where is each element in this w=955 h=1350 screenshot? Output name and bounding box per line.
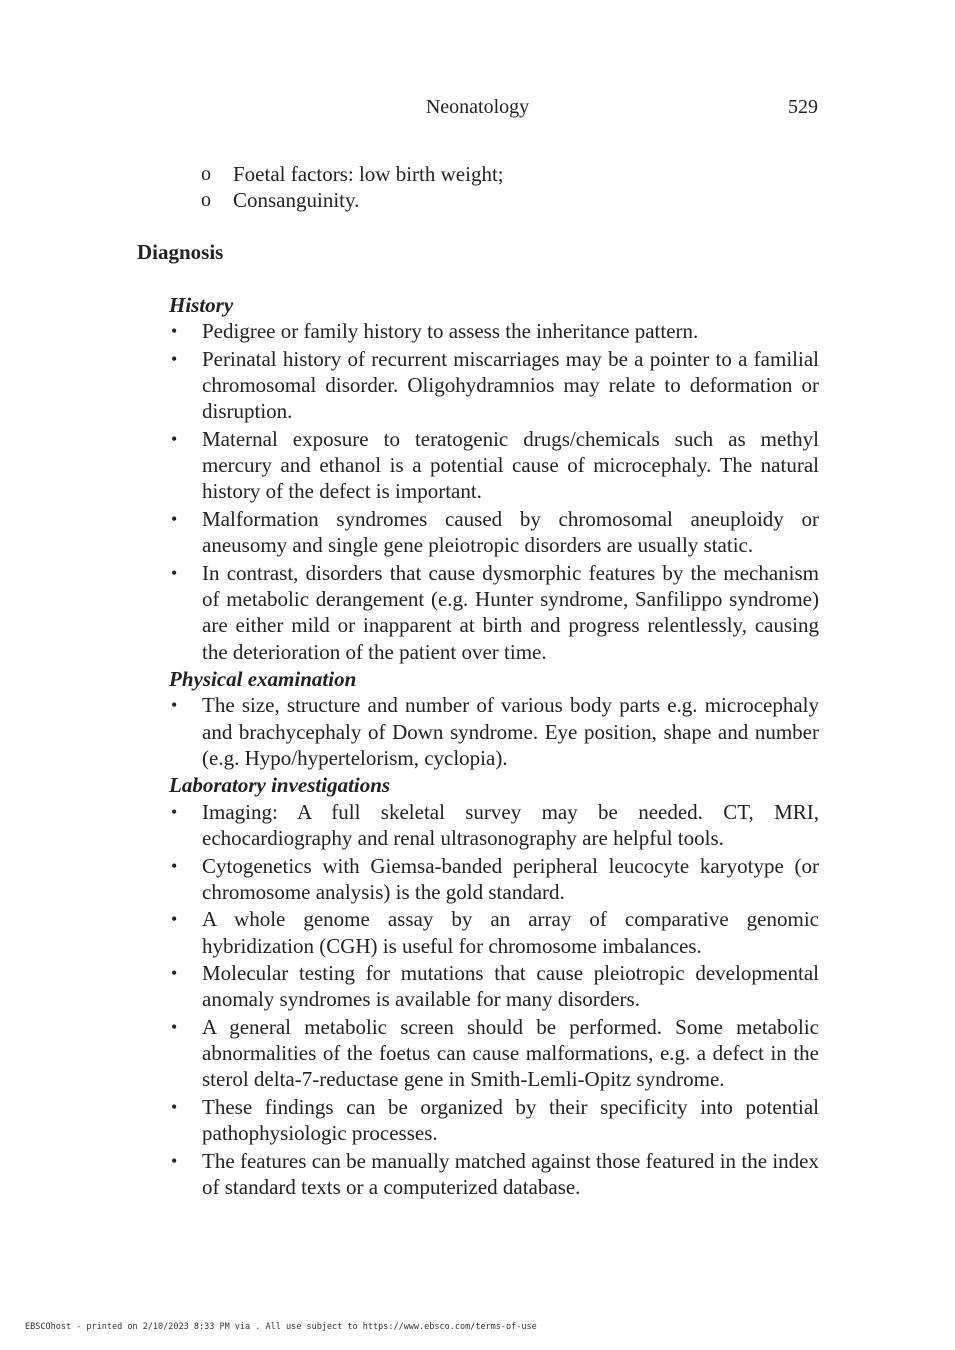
running-header	[0, 96, 955, 122]
list-item-text: In contrast, disorders that cause dysmorphic features by the mechanism of metabolic derangement (e.g. Hunter syndrome, Sanfilippo syndrome) are either mild or inapparent at birth and progress relentlessly, causing the deterioration of the patient over time.	[202, 560, 819, 664]
list-item-text: A whole genome assay by an array of comparative genomic hybridization (CGH) is useful for chromosome imbalances.	[202, 907, 819, 958]
risk-factors-sublist	[201, 161, 504, 213]
list-item	[169, 692, 819, 771]
list-item-text: A general metabolic screen should be performed. Some metabolic abnormalities of the foetus can cause malformations, e.g. a defect in the sterol delta-7-reductase gene in Smith-Lemli-Opitz syndrome.	[202, 1014, 819, 1092]
bullet-icon: •	[171, 855, 178, 876]
list-item	[201, 187, 504, 213]
bullet-icon: •	[171, 909, 178, 930]
bullet-icon: •	[171, 1096, 178, 1117]
list-item-text: These findings can be organized by their specificity into potential pathophysiologic processes.	[202, 1094, 819, 1146]
running-title: Neonatology	[425, 96, 530, 118]
subheading-laboratory-investigations: Laboratory investigations	[169, 773, 391, 798]
hollow-circle-bullet-icon: o	[201, 163, 211, 185]
list-item	[169, 318, 819, 344]
subheading-physical-examination: Physical examination	[169, 667, 357, 692]
list-item-text: Pedigree or family history to assess the inheritance pattern.	[202, 319, 699, 344]
list-item	[169, 1094, 819, 1147]
bullet-icon: •	[171, 321, 178, 342]
hollow-circle-bullet-icon: o	[201, 189, 211, 211]
bullet-icon: •	[171, 1150, 178, 1171]
bullet-icon: •	[171, 801, 178, 822]
list-item-text: Molecular testing for mutations that cause pleiotropic developmental anomaly syndromes is available for many disorders.	[202, 961, 819, 1012]
laboratory-investigations-list	[169, 799, 819, 1201]
print-footer: EBSCOhost - printed on 2/10/2023 8:33 PM via . All use subject to https://www.ebsco.com/terms-of-use	[25, 1322, 537, 1332]
list-item	[169, 1014, 819, 1093]
list-item	[169, 1148, 819, 1201]
list-item	[169, 799, 819, 852]
bullet-icon: •	[171, 428, 178, 449]
list-item	[169, 853, 819, 906]
page-number: 529	[788, 96, 818, 118]
list-item	[169, 906, 819, 959]
bullet-icon: •	[171, 695, 178, 716]
list-item-text: Foetal factors: low birth weight;	[233, 162, 504, 186]
list-item	[169, 960, 819, 1013]
list-item	[169, 560, 819, 665]
list-item	[169, 506, 819, 559]
physical-examination-list	[169, 692, 819, 771]
diagnosis-content	[169, 292, 819, 1202]
subheading-history: History	[169, 293, 234, 317]
list-item	[169, 346, 819, 425]
bullet-icon: •	[171, 963, 178, 984]
list-item	[169, 426, 819, 505]
history-list	[169, 318, 819, 665]
list-item-text: The features can be manually matched against those featured in the index of standard texts or a computerized database.	[202, 1148, 819, 1200]
bullet-icon: •	[171, 508, 178, 529]
list-item-text: Consanguinity.	[233, 188, 360, 212]
list-item-text: Malformation syndromes caused by chromosomal aneuploidy or aneusomy and single gene pleiotropic disorders are usually static.	[202, 506, 819, 558]
bullet-icon: •	[171, 1016, 178, 1037]
bullet-icon: •	[171, 348, 178, 369]
list-item-text: Cytogenetics with Giemsa-banded peripheral leucocyte karyotype (or chromosome analysis) is the gold standard.	[202, 853, 819, 904]
list-item-text: Imaging: A full skeletal survey may be needed. CT, MRI, echocardiography and renal ultrasonography are helpful tools.	[202, 799, 819, 851]
list-item-text: The size, structure and number of various body parts e.g. microcephaly and brachycephaly of Down syndrome. Eye position, shape and number (e.g. Hypo/hypertelorism, cyclopia).	[202, 693, 819, 770]
bullet-icon: •	[171, 562, 178, 583]
list-item-text: Perinatal history of recurrent miscarriages may be a pointer to a familial chromosomal disorder. Oligohydramnios may relate to deformation or disruption.	[202, 346, 819, 424]
section-heading-diagnosis: Diagnosis	[137, 240, 224, 264]
list-item-text: Maternal exposure to teratogenic drugs/chemicals such as methyl mercury and ethanol is a potential cause of microcephaly. The natural history of the defect is important.	[202, 426, 819, 504]
list-item	[201, 161, 504, 187]
